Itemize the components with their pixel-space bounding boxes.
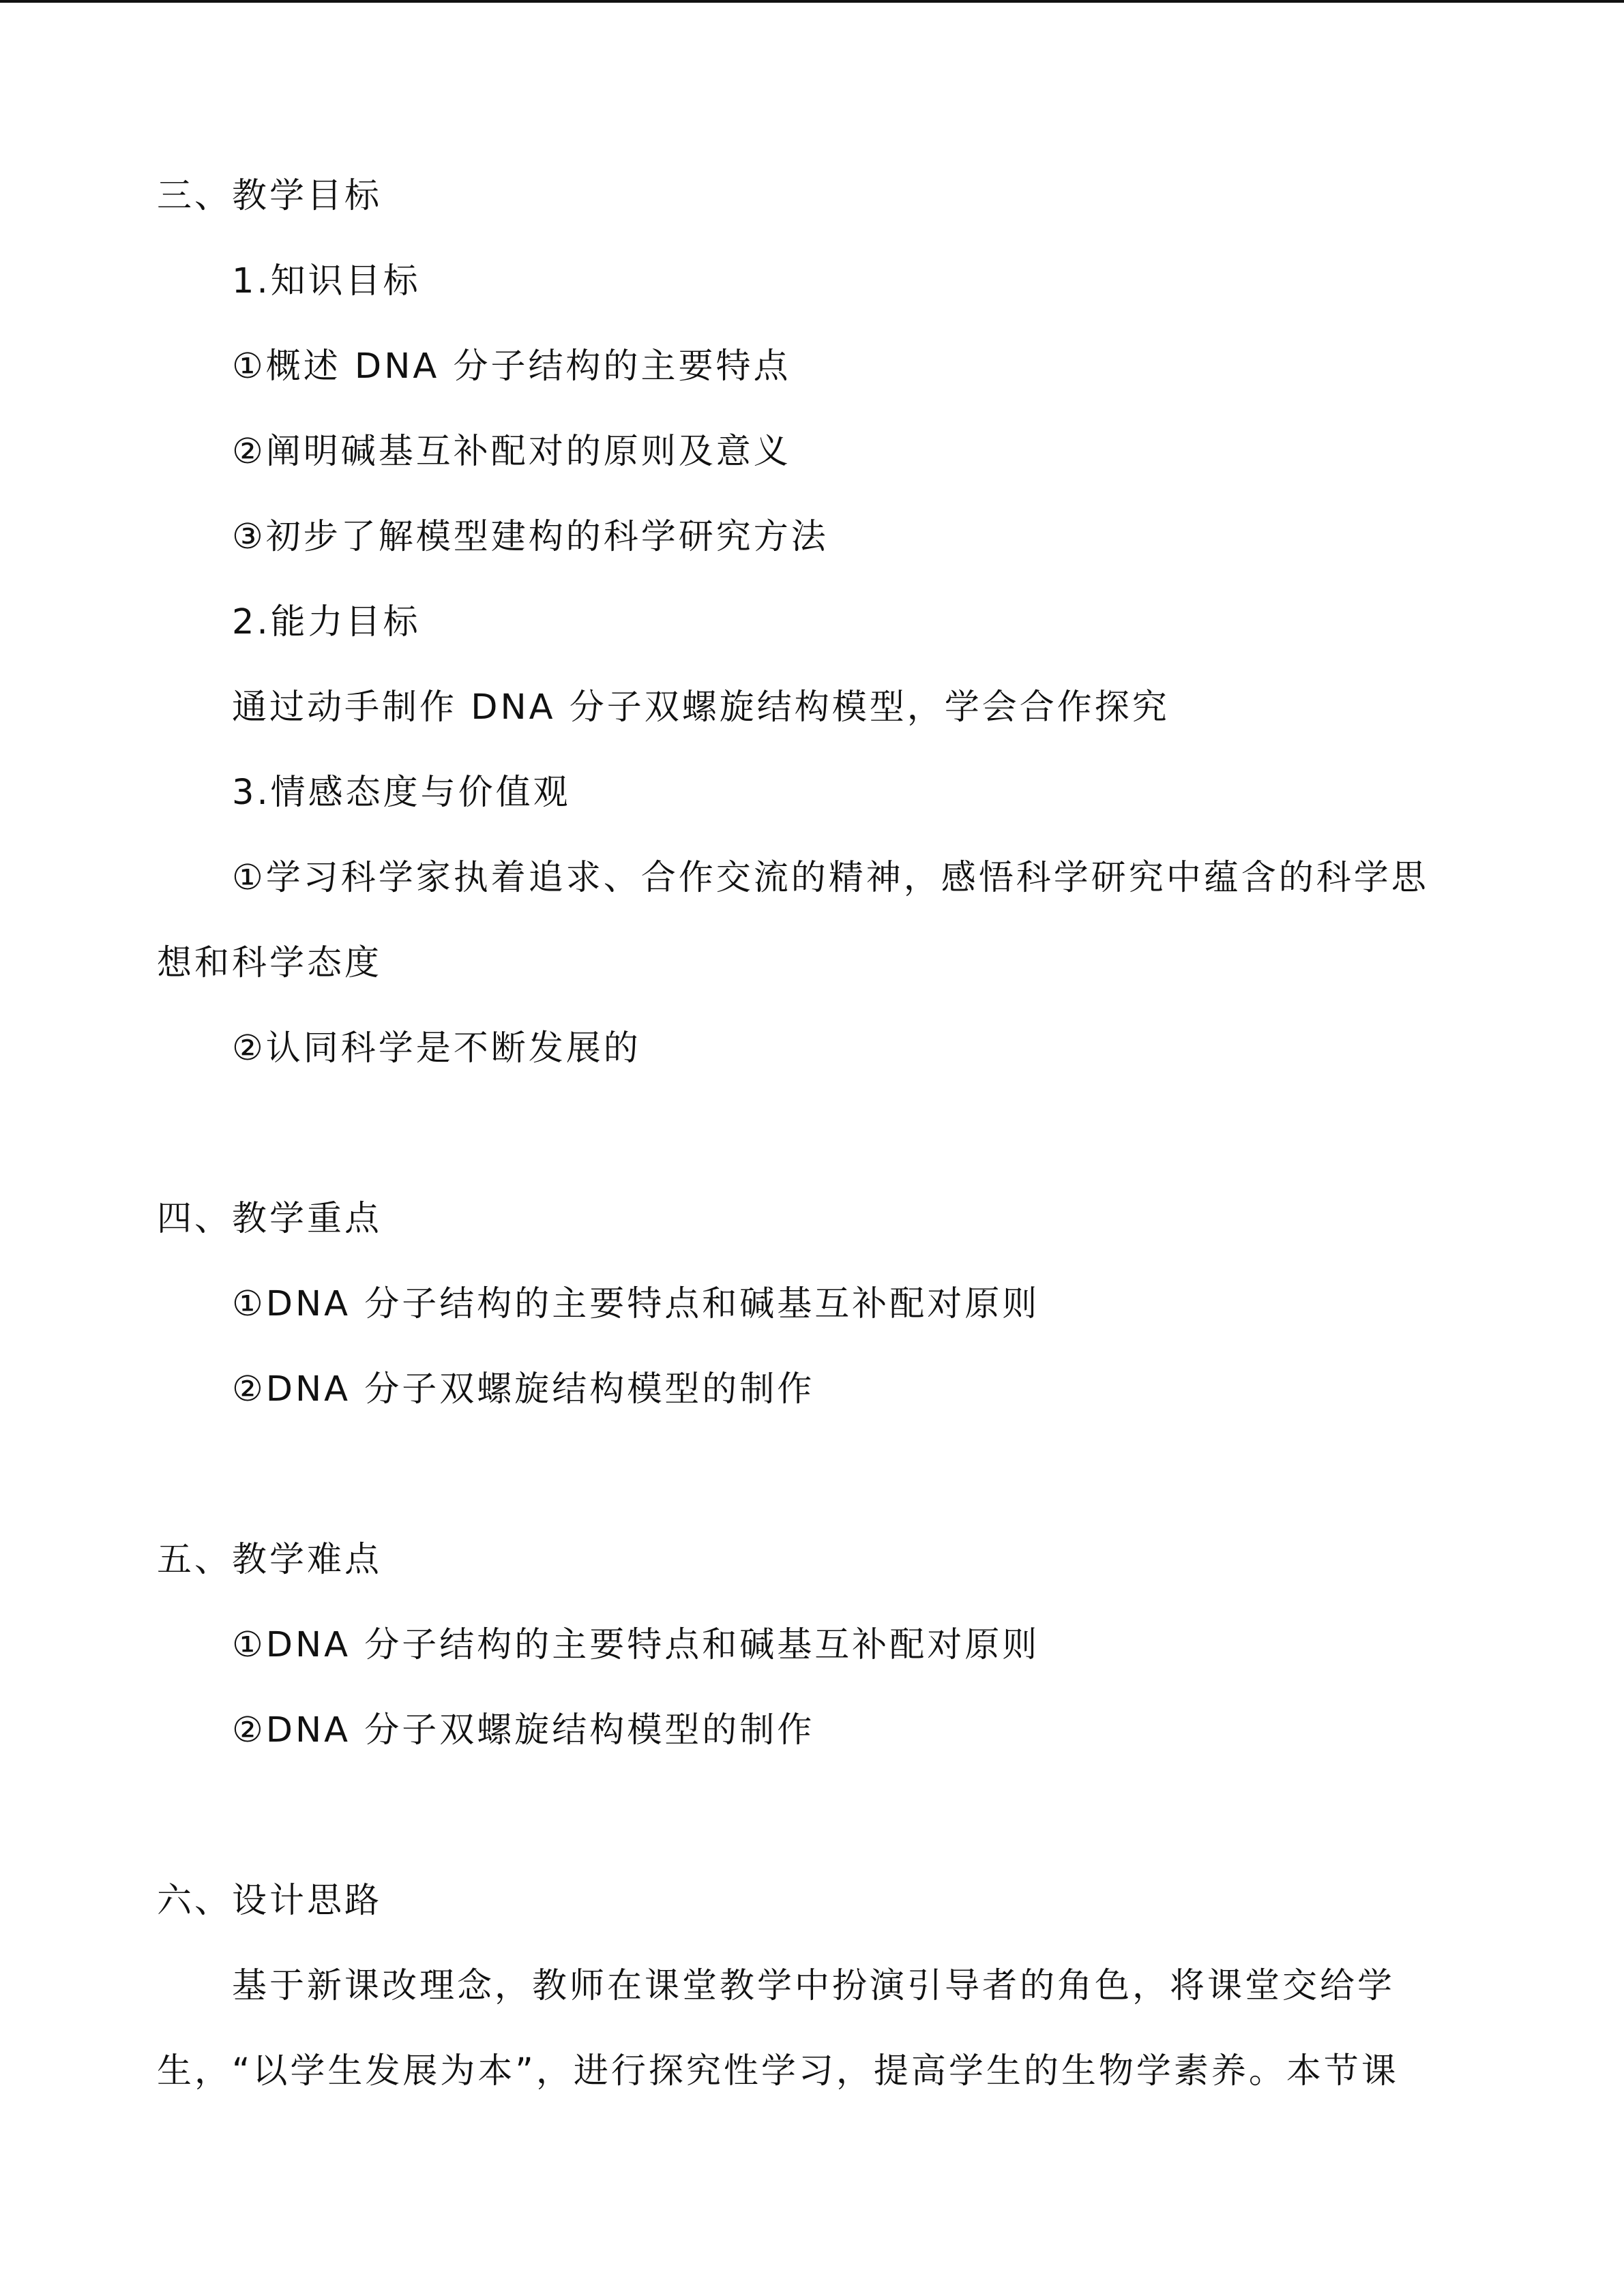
difficulty-item: ②DNA 分子双螺旋结构模型的制作 [232, 1710, 815, 1750]
section-heading-key-points: 四、教学重点 [157, 1199, 383, 1239]
knowledge-item: ①概述 DNA 分子结构的主要特点 [232, 346, 791, 387]
design-paragraph-line: 基于新课改理念，教师在课堂教学中扮演引导者的角色，将课堂交给学 [232, 1966, 1396, 2006]
design-paragraph-line: 生，“以学生发展为本”，进行探究性学习，提高学生的生物学素养。本节课 [157, 2051, 1399, 2091]
knowledge-item: ②阐明碱基互补配对的原则及意义 [232, 432, 791, 472]
key-point-item: ②DNA 分子双螺旋结构模型的制作 [232, 1369, 815, 1410]
difficulty-item: ①DNA 分子结构的主要特点和碱基互补配对原则 [232, 1625, 1040, 1665]
emotion-item-line: 想和科学态度 [157, 943, 383, 983]
emotion-item-line: ①学习科学家执着追求、合作交流的精神，感悟科学研究中蕴含的科学思 [232, 858, 1429, 898]
knowledge-item: ③初步了解模型建构的科学研究方法 [232, 517, 829, 557]
ability-objective-text: 通过动手制作 DNA 分子双螺旋结构模型，学会合作探究 [232, 687, 1170, 728]
knowledge-objective-title: 1.知识目标 [232, 261, 421, 301]
section-heading-objectives: 三、教学目标 [157, 176, 383, 216]
ability-objective-title: 2.能力目标 [232, 602, 421, 642]
section-heading-difficulties: 五、教学难点 [157, 1540, 383, 1580]
emotion-item: ②认同科学是不断发展的 [232, 1028, 641, 1069]
section-heading-design: 六、设计思路 [157, 1881, 383, 1921]
top-border-line [0, 0, 1624, 3]
key-point-item: ①DNA 分子结构的主要特点和碱基互补配对原则 [232, 1284, 1040, 1324]
emotion-objective-title: 3.情感态度与价值观 [232, 773, 571, 813]
